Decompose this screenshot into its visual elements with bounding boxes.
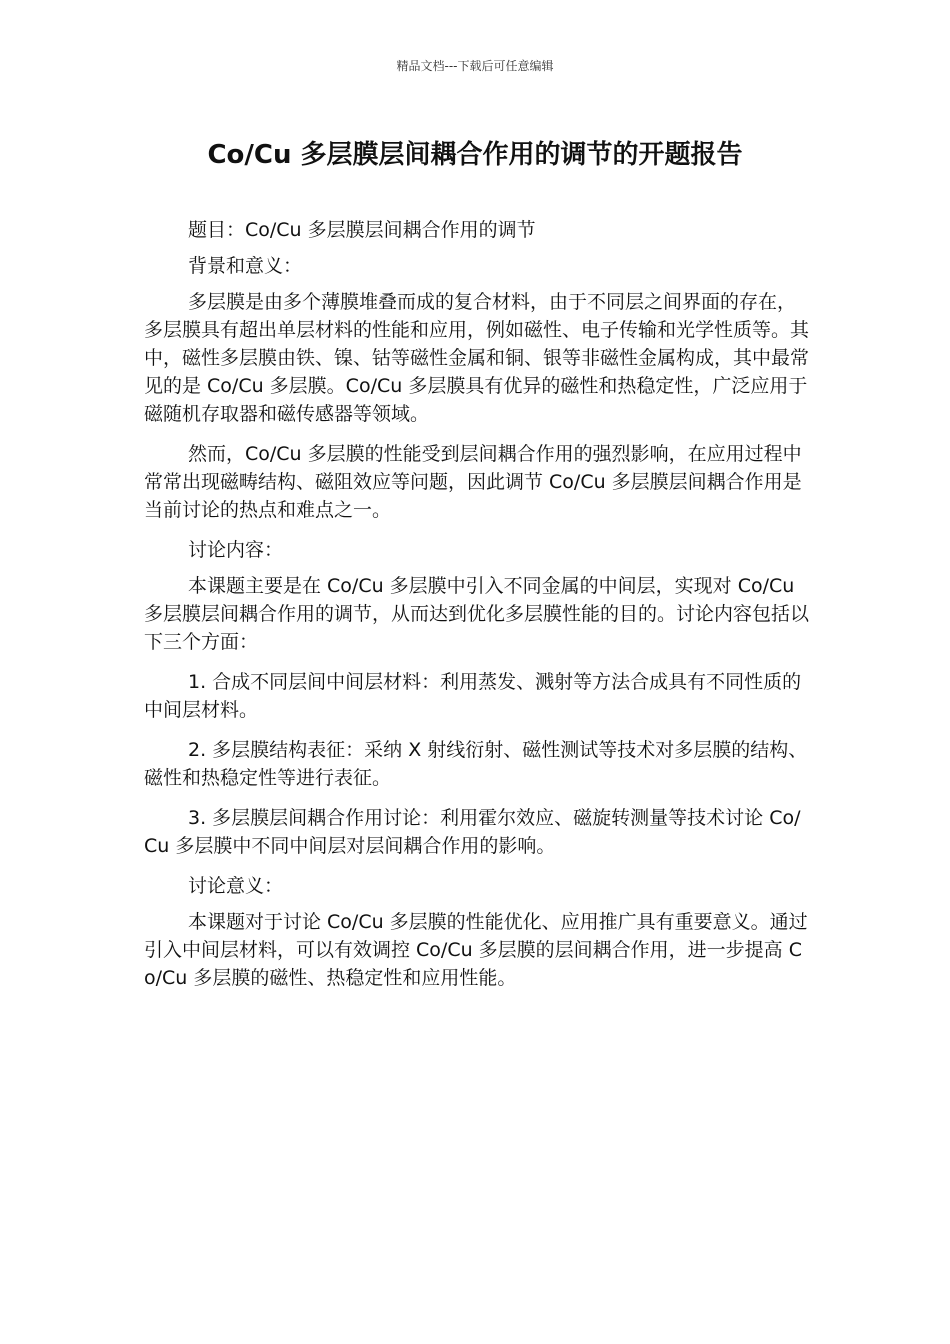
list-item-2: 2. 多层膜结构表征：采纳 X 射线衍射、磁性测试等技术对多层膜的结构、磁性和热稳定性等进行表征。 [144,739,808,789]
section-heading-significance: 讨论意义： [188,875,284,897]
paragraph-background: 多层膜是由多个薄膜堆叠而成的复合材料，由于不同层之间界面的存在，多层膜具有超出单层材料的性能和应用，例如磁性、电子传输和光学性质等。其中，磁性多层膜由铁、镍、钴等磁性金属和铜、银等非磁性金属构成，其中最常见的是 Co/Cu 多层膜。Co/Cu 多层膜具有优异的磁性和热稳定性，广泛应用于磁随机存取器和磁传感器等领域。 [144,291,810,425]
paragraph-significance: 本课题对于讨论 Co/Cu 多层膜的性能优化、应用推广具有重要意义。通过引入中间层材料，可以有效调控 Co/Cu 多层膜的层间耦合作用，进一步提高 Co/Cu 多层膜的磁性、热稳定性和应用性能。 [144,911,808,989]
section-heading-content: 讨论内容： [188,539,284,561]
paragraph-problem: 然而，Co/Cu 多层膜的性能受到层间耦合作用的强烈影响，在应用过程中常常出现磁畴结构、磁阻效应等问题，因此调节 Co/Cu 多层膜层间耦合作用是当前讨论的热点和难点之一。 [144,443,802,521]
topic-line: 题目：Co/Cu 多层膜层间耦合作用的调节 [188,219,536,241]
section-heading-background: 背景和意义： [188,255,303,277]
document-body [144,216,810,1004]
paragraph-content-intro: 本课题主要是在 Co/Cu 多层膜中引入不同金属的中间层，实现对 Co/Cu 多层膜层间耦合作用的调节，从而达到优化多层膜性能的目的。讨论内容包括以下三个方面： [144,575,810,653]
document-title: Co/Cu 多层膜层间耦合作用的调节的开题报告 [207,140,743,170]
list-item-1: 1. 合成不同层间中间层材料：利用蒸发、溅射等方法合成具有不同性质的中间层材料。 [144,671,802,721]
page-header-note: 精品文档---下载后可任意编辑 [396,59,554,73]
list-item-3: 3. 多层膜层间耦合作用讨论：利用霍尔效应、磁旋转测量等技术讨论 Co/Cu 多层膜中不同中间层对层间耦合作用的影响。 [144,807,801,857]
